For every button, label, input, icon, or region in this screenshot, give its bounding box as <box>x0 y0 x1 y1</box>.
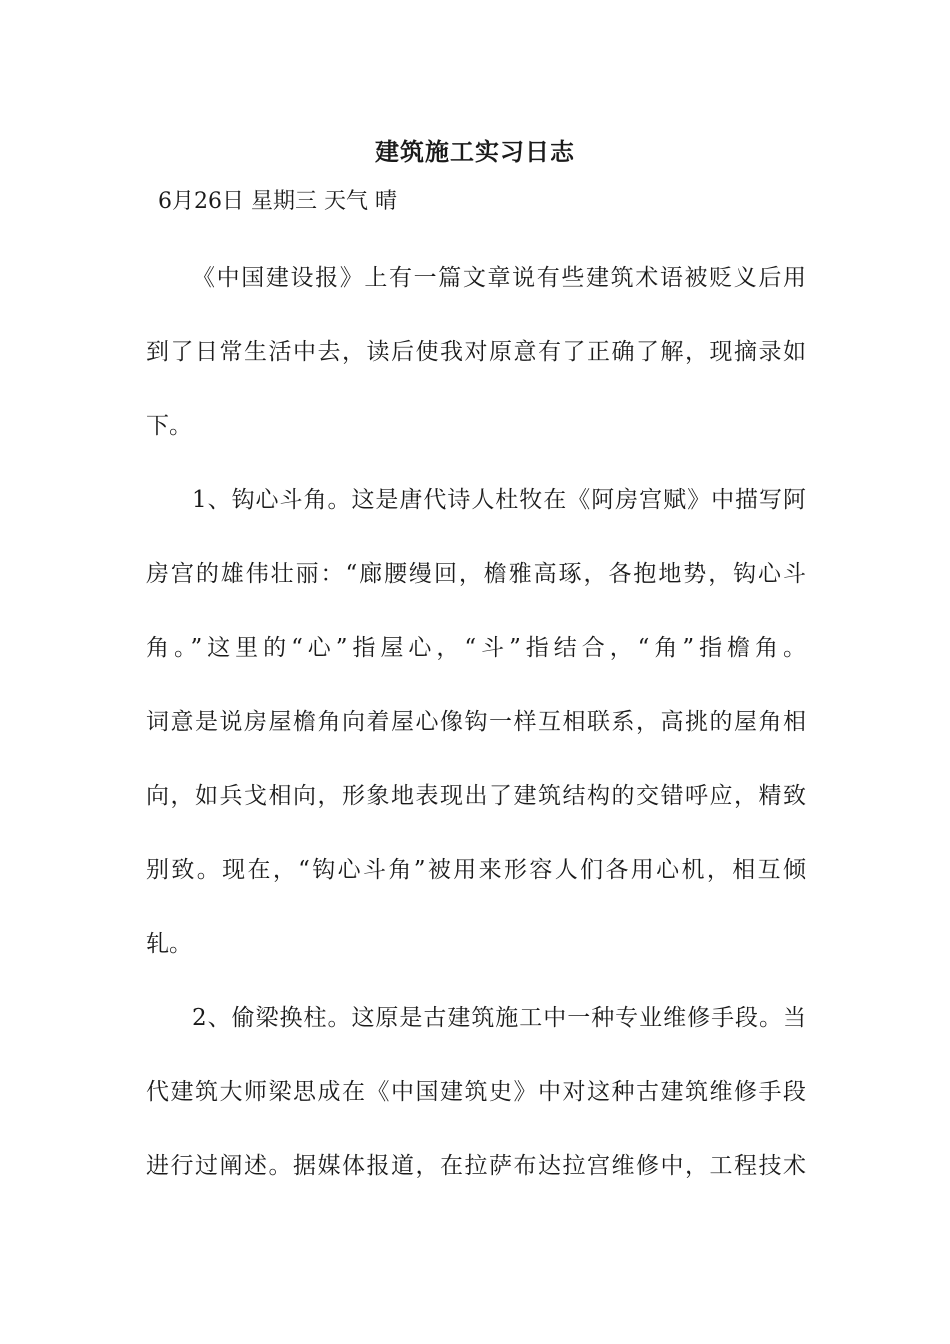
paragraph-line: 《中国建设报》上有一篇文章说有些建筑术语被贬义后用 <box>192 265 806 291</box>
paragraph-line: 向，如兵戈相向，形象地表现出了建筑结构的交错呼应，精致 <box>146 783 806 809</box>
document-title: 建筑施工实习日志 <box>375 137 575 166</box>
document-body <box>146 262 806 1224</box>
paragraph-line: 下。 <box>146 413 192 439</box>
paragraph-line: 1、钩心斗角。这是唐代诗人杜牧在《阿房宫赋》中描写阿 <box>192 487 806 513</box>
paragraph-line: 2、偷梁换柱。这原是古建筑施工中一种专业维修手段。当 <box>192 1005 806 1031</box>
paragraph-line: 房宫的雄伟壮丽：“廊腰缦回，檐雅高琢，各抱地势，钩心斗 <box>146 561 806 587</box>
paragraph-line: 轧。 <box>146 931 192 957</box>
paragraph-line: 代建筑大师梁思成在《中国建筑史》中对这种古建筑维修手段 <box>146 1079 806 1105</box>
paragraph-line: 进行过阐述。据媒体报道，在拉萨布达拉宫维修中，工程技术 <box>146 1153 806 1179</box>
paragraph-line: 别致。现在，“钩心斗角”被用来形容人们各用心机，相互倾 <box>146 857 806 883</box>
paragraph-line: 词意是说房屋檐角向着屋心像钩一样互相联系，高挑的屋角相 <box>146 709 806 735</box>
paragraph-line: 到了日常生活中去，读后使我对原意有了正确了解，现摘录如 <box>146 339 806 365</box>
date-weather-line: 6月26日 星期三 天气 晴 <box>158 189 397 214</box>
paragraph-line: 角。”这里的“心”指屋心，“斗”指结合，“角”指檐角。 <box>146 635 806 661</box>
